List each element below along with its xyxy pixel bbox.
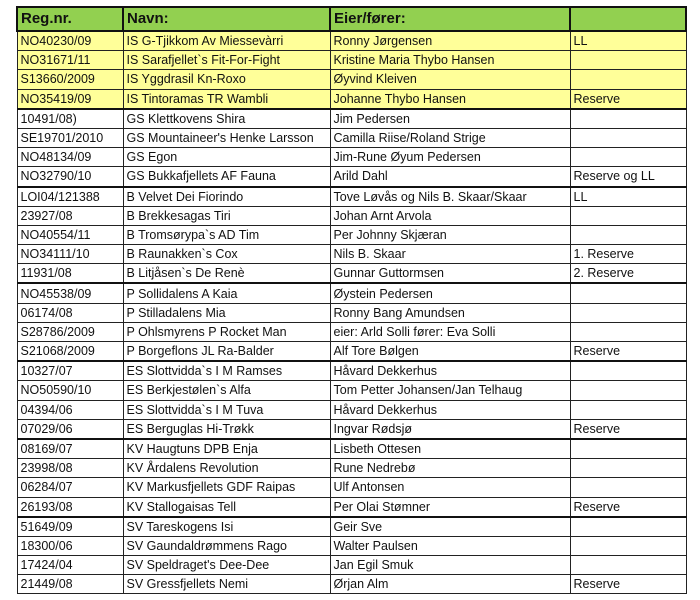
cell-name: GS Mountaineer's Henke Larsson — [123, 128, 330, 147]
table-row — [17, 70, 686, 89]
cell-note — [570, 128, 686, 147]
cell-note — [570, 148, 686, 167]
cell-reg: NO34111/10 — [17, 245, 123, 264]
cell-name: P Borgeflons JL Ra-Balder — [123, 342, 330, 362]
cell-reg: 23998/08 — [17, 459, 123, 478]
cell-name: IS Tintoramas TR Wambli — [123, 89, 330, 109]
cell-reg: 10491/08) — [17, 109, 123, 129]
cell-owner: Per Johnny Skjæran — [330, 225, 570, 244]
table-row — [17, 303, 686, 322]
table-body — [17, 31, 686, 594]
table-row — [17, 187, 686, 207]
table-row — [17, 167, 686, 187]
cell-owner: Jim-Rune Øyum Pedersen — [330, 148, 570, 167]
cell-name: B Velvet Dei Fiorindo — [123, 187, 330, 207]
cell-note: Reserve — [570, 89, 686, 109]
table-row — [17, 459, 686, 478]
cell-note — [570, 439, 686, 459]
cell-owner: Per Olai Stømner — [330, 497, 570, 517]
table-row — [17, 400, 686, 419]
table-row — [17, 497, 686, 517]
cell-owner: Arild Dahl — [330, 167, 570, 187]
registration-table — [16, 6, 687, 594]
cell-note: Reserve — [570, 419, 686, 439]
table-row — [17, 245, 686, 264]
cell-owner: Walter Paulsen — [330, 536, 570, 555]
table-row — [17, 381, 686, 400]
cell-name: ES Berkjestølen`s Alfa — [123, 381, 330, 400]
cell-reg: 26193/08 — [17, 497, 123, 517]
cell-name: SV Gressfjellets Nemi — [123, 575, 330, 594]
cell-note — [570, 381, 686, 400]
cell-note — [570, 206, 686, 225]
cell-note — [570, 478, 686, 497]
cell-name: SV Gaundaldrømmens Rago — [123, 536, 330, 555]
table-row — [17, 31, 686, 51]
table-row — [17, 361, 686, 381]
column-header-note — [570, 7, 686, 31]
cell-name: KV Markusfjellets GDF Raipas — [123, 478, 330, 497]
cell-owner: Ronny Jørgensen — [330, 31, 570, 51]
cell-reg: 23927/08 — [17, 206, 123, 225]
cell-note: LL — [570, 187, 686, 207]
cell-reg: 07029/06 — [17, 419, 123, 439]
cell-owner: Johan Arnt Arvola — [330, 206, 570, 225]
cell-note — [570, 536, 686, 555]
cell-note — [570, 400, 686, 419]
cell-name: IS Sarafjellet`s Fit-For-Fight — [123, 51, 330, 70]
cell-note: 2. Reserve — [570, 264, 686, 284]
cell-name: IS G-Tjikkom Av Miessevàrri — [123, 31, 330, 51]
dog-team-list — [16, 6, 685, 594]
cell-note — [570, 517, 686, 537]
cell-name: B Tromsørypa`s AD Tim — [123, 225, 330, 244]
cell-owner: Lisbeth Ottesen — [330, 439, 570, 459]
table-row — [17, 439, 686, 459]
cell-owner: Jan Egil Smuk — [330, 556, 570, 575]
cell-name: KV Årdalens Revolution — [123, 459, 330, 478]
cell-owner: Alf Tore Bølgen — [330, 342, 570, 362]
cell-reg: NO40554/11 — [17, 225, 123, 244]
cell-reg: NO40230/09 — [17, 31, 123, 51]
cell-owner: Tove Løvås og Nils B. Skaar/Skaar — [330, 187, 570, 207]
cell-reg: NO32790/10 — [17, 167, 123, 187]
cell-note — [570, 283, 686, 303]
cell-reg: LOI04/121388 — [17, 187, 123, 207]
cell-reg: S21068/2009 — [17, 342, 123, 362]
cell-name: P Ohlsmyrens P Rocket Man — [123, 322, 330, 341]
table-row — [17, 128, 686, 147]
column-header-name: Navn: — [123, 7, 330, 31]
cell-note — [570, 459, 686, 478]
cell-note: Reserve og LL — [570, 167, 686, 187]
cell-owner: eier: Arld Solli fører: Eva Solli — [330, 322, 570, 341]
column-header-owner: Eier/fører: — [330, 7, 570, 31]
cell-owner: Gunnar Guttormsen — [330, 264, 570, 284]
cell-note: LL — [570, 31, 686, 51]
table-row — [17, 322, 686, 341]
cell-reg: 51649/09 — [17, 517, 123, 537]
cell-reg: NO45538/09 — [17, 283, 123, 303]
cell-owner: Camilla Riise/Roland Strige — [330, 128, 570, 147]
cell-reg: NO35419/09 — [17, 89, 123, 109]
cell-name: ES Berguglas Hi-Trøkk — [123, 419, 330, 439]
header-row — [17, 7, 686, 31]
cell-owner: Kristine Maria Thybo Hansen — [330, 51, 570, 70]
table-row — [17, 575, 686, 594]
cell-name: IS Yggdrasil Kn-Roxo — [123, 70, 330, 89]
table-row — [17, 148, 686, 167]
table-row — [17, 478, 686, 497]
cell-owner: Tom Petter Johansen/Jan Telhaug — [330, 381, 570, 400]
cell-note — [570, 361, 686, 381]
cell-name: B Litjåsen`s De Renè — [123, 264, 330, 284]
table-row — [17, 419, 686, 439]
table-row — [17, 89, 686, 109]
table-row — [17, 517, 686, 537]
cell-reg: 08169/07 — [17, 439, 123, 459]
cell-name: GS Egon — [123, 148, 330, 167]
cell-name: SV Speldraget's Dee-Dee — [123, 556, 330, 575]
cell-owner: Geir Sve — [330, 517, 570, 537]
cell-owner: Nils B. Skaar — [330, 245, 570, 264]
cell-owner: Ørjan Alm — [330, 575, 570, 594]
cell-owner: Håvard Dekkerhus — [330, 400, 570, 419]
cell-name: KV Stallogaisas Tell — [123, 497, 330, 517]
cell-reg: 06284/07 — [17, 478, 123, 497]
cell-name: ES Slottvidda`s I M Tuva — [123, 400, 330, 419]
cell-reg: NO31671/11 — [17, 51, 123, 70]
table-row — [17, 109, 686, 129]
table-row — [17, 536, 686, 555]
cell-owner: Ingvar Rødsjø — [330, 419, 570, 439]
cell-reg: SE19701/2010 — [17, 128, 123, 147]
cell-name: GS Klettkovens Shira — [123, 109, 330, 129]
cell-owner: Rune Nedrebø — [330, 459, 570, 478]
cell-note — [570, 303, 686, 322]
column-header-reg: Reg.nr. — [17, 7, 123, 31]
cell-note — [570, 556, 686, 575]
cell-owner: Jim Pedersen — [330, 109, 570, 129]
cell-owner: Ronny Bang Amundsen — [330, 303, 570, 322]
cell-note: Reserve — [570, 497, 686, 517]
cell-note: Reserve — [570, 342, 686, 362]
table-row — [17, 342, 686, 362]
cell-name: GS Bukkafjellets AF Fauna — [123, 167, 330, 187]
cell-reg: 18300/06 — [17, 536, 123, 555]
cell-note — [570, 225, 686, 244]
cell-owner: Øyvind Kleiven — [330, 70, 570, 89]
cell-name: SV Tareskogens Isi — [123, 517, 330, 537]
cell-owner: Ulf Antonsen — [330, 478, 570, 497]
table-row — [17, 283, 686, 303]
cell-note — [570, 109, 686, 129]
table-row — [17, 556, 686, 575]
cell-reg: 17424/04 — [17, 556, 123, 575]
cell-reg: S28786/2009 — [17, 322, 123, 341]
table-row — [17, 206, 686, 225]
table-row — [17, 51, 686, 70]
cell-note: Reserve — [570, 575, 686, 594]
cell-name: KV Haugtuns DPB Enja — [123, 439, 330, 459]
cell-reg: NO48134/09 — [17, 148, 123, 167]
cell-reg: S13660/2009 — [17, 70, 123, 89]
cell-owner: Øystein Pedersen — [330, 283, 570, 303]
cell-owner: Håvard Dekkerhus — [330, 361, 570, 381]
cell-name: P Stilladalens Mia — [123, 303, 330, 322]
cell-reg: 06174/08 — [17, 303, 123, 322]
cell-name: P Sollidalens A Kaia — [123, 283, 330, 303]
table-row — [17, 225, 686, 244]
cell-reg: 04394/06 — [17, 400, 123, 419]
cell-reg: 21449/08 — [17, 575, 123, 594]
cell-reg: NO50590/10 — [17, 381, 123, 400]
cell-name: B Brekkesagas Tiri — [123, 206, 330, 225]
cell-note — [570, 51, 686, 70]
cell-note — [570, 322, 686, 341]
cell-name: ES Slottvidda`s I M Ramses — [123, 361, 330, 381]
cell-reg: 11931/08 — [17, 264, 123, 284]
cell-note — [570, 70, 686, 89]
cell-note: 1. Reserve — [570, 245, 686, 264]
cell-owner: Johanne Thybo Hansen — [330, 89, 570, 109]
cell-reg: 10327/07 — [17, 361, 123, 381]
cell-name: B Raunakken`s Cox — [123, 245, 330, 264]
table-row — [17, 264, 686, 284]
